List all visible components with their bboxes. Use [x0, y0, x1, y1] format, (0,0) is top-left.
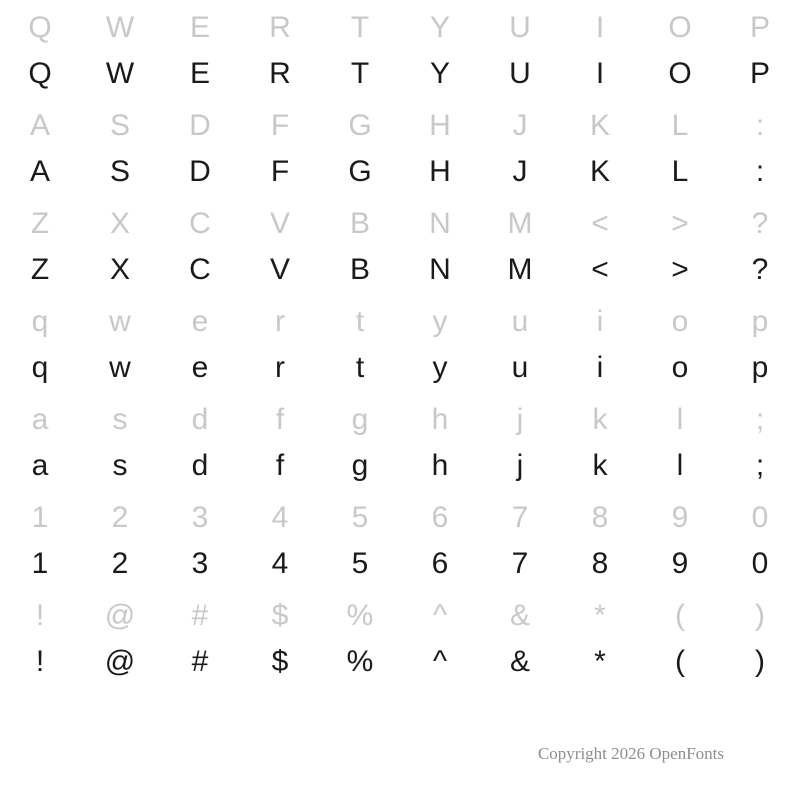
glyph-cell	[560, 300, 640, 398]
glyph-reference: R	[269, 11, 291, 44]
glyph-cell	[240, 496, 320, 594]
glyph-reference: 5	[351, 501, 369, 534]
glyph-reference: *	[594, 599, 606, 632]
glyph-sample: T	[350, 57, 370, 90]
glyph-cell	[320, 104, 400, 202]
glyph-reference: d	[191, 403, 209, 436]
glyph-cell	[480, 202, 560, 300]
glyph-sample: J	[512, 155, 528, 188]
glyph-sample: 7	[511, 547, 529, 580]
glyph-reference: U	[509, 11, 531, 44]
row-asdfghjkl-upper	[0, 104, 800, 202]
glyph-reference: E	[189, 11, 210, 44]
glyph-reference: 4	[271, 501, 289, 534]
glyph-reference: g	[351, 403, 369, 436]
glyph-sample: @	[104, 645, 136, 678]
glyph-reference: >	[671, 207, 689, 240]
glyph-reference: l	[676, 403, 684, 436]
glyph-reference: 3	[191, 501, 209, 534]
glyph-reference: 6	[431, 501, 449, 534]
glyph-reference: $	[271, 599, 289, 632]
glyph-cell	[480, 300, 560, 398]
glyph-sample: K	[589, 155, 610, 188]
glyph-cell	[640, 6, 720, 104]
glyph-sample: t	[355, 351, 365, 384]
copyright-notice: Copyright 2026 OpenFonts	[537, 744, 724, 763]
glyph-cell	[400, 300, 480, 398]
glyph-reference: p	[751, 305, 769, 338]
glyph-cell	[160, 104, 240, 202]
glyph-sample: #	[191, 645, 209, 678]
glyph-reference: ^	[432, 599, 448, 632]
glyph-sample: D	[189, 155, 211, 188]
glyph-sample: j	[516, 449, 524, 482]
glyph-sample: h	[431, 449, 449, 482]
glyph-sample: 5	[351, 547, 369, 580]
glyph-cell	[560, 6, 640, 104]
glyph-cell	[480, 594, 560, 692]
glyph-sample: s	[112, 449, 128, 482]
glyph-sample: 1	[31, 547, 49, 580]
glyph-cell	[400, 202, 480, 300]
glyph-reference: W	[105, 11, 135, 44]
glyph-sample: l	[676, 449, 684, 482]
glyph-sample: d	[191, 449, 209, 482]
glyph-reference: A	[29, 109, 50, 142]
glyph-cell	[240, 104, 320, 202]
glyph-cell	[160, 594, 240, 692]
glyph-sample: w	[109, 351, 131, 384]
glyph-reference: ;	[755, 403, 765, 436]
glyph-sample: Z	[30, 253, 50, 286]
glyph-sample: H	[429, 155, 451, 188]
glyph-sample: S	[109, 155, 130, 188]
glyph-reference: J	[512, 109, 528, 142]
glyph-reference: O	[668, 11, 692, 44]
glyph-cell	[720, 202, 800, 300]
glyph-cell	[480, 104, 560, 202]
glyph-reference: t	[355, 305, 365, 338]
glyph-sample: C	[189, 253, 211, 286]
glyph-cell	[640, 104, 720, 202]
glyph-sample: &	[509, 645, 530, 678]
glyph-cell	[720, 104, 800, 202]
glyph-reference: 7	[511, 501, 529, 534]
glyph-sample: i	[596, 351, 604, 384]
glyph-reference: y	[432, 305, 448, 338]
glyph-sample: g	[351, 449, 369, 482]
glyph-sample: u	[511, 351, 529, 384]
glyph-cell	[0, 398, 80, 496]
glyph-reference: (	[675, 599, 685, 632]
row-qwertyuiop-upper	[0, 6, 800, 104]
glyph-reference: Y	[429, 11, 450, 44]
glyph-cell	[80, 104, 160, 202]
glyph-cell	[0, 104, 80, 202]
glyph-reference: F	[270, 109, 290, 142]
glyph-sample: *	[594, 645, 606, 678]
glyph-cell	[560, 202, 640, 300]
glyph-sample: <	[591, 253, 609, 286]
glyph-cell	[240, 300, 320, 398]
glyph-cell	[560, 594, 640, 692]
glyph-cell	[320, 594, 400, 692]
glyph-cell	[160, 6, 240, 104]
glyph-reference: j	[516, 403, 524, 436]
glyph-sample: ?	[751, 253, 769, 286]
glyph-cell	[400, 496, 480, 594]
glyph-sample: N	[429, 253, 451, 286]
glyph-sample: e	[191, 351, 209, 384]
row-digits	[0, 496, 800, 594]
glyph-sample: O	[668, 57, 692, 90]
glyph-reference: 8	[591, 501, 609, 534]
glyph-sample: Y	[429, 57, 450, 90]
glyph-cell	[240, 594, 320, 692]
glyph-sample: V	[269, 253, 290, 286]
glyph-sample: F	[270, 155, 290, 188]
glyph-sample: E	[189, 57, 210, 90]
glyph-sample: 4	[271, 547, 289, 580]
glyph-reference: &	[509, 599, 530, 632]
glyph-sample: k	[592, 449, 608, 482]
glyph-cell	[480, 496, 560, 594]
glyph-cell	[720, 594, 800, 692]
glyph-sample: 2	[111, 547, 129, 580]
glyph-sample: a	[31, 449, 49, 482]
glyph-sample: W	[105, 57, 135, 90]
glyph-reference: s	[112, 403, 128, 436]
glyph-cell	[640, 594, 720, 692]
glyph-cell	[0, 594, 80, 692]
glyph-reference: S	[109, 109, 130, 142]
glyph-reference: a	[31, 403, 49, 436]
glyph-sample: %	[346, 645, 374, 678]
glyph-reference: N	[429, 207, 451, 240]
glyph-reference: <	[591, 207, 609, 240]
glyph-cell	[160, 496, 240, 594]
glyph-sample: :	[755, 155, 765, 188]
glyph-sample: Q	[28, 57, 52, 90]
glyph-cell	[80, 496, 160, 594]
glyph-cell	[480, 6, 560, 104]
glyph-cell	[80, 202, 160, 300]
glyph-sample: r	[275, 351, 285, 384]
glyph-reference: Z	[30, 207, 50, 240]
row-qwertyuiop-lower	[0, 300, 800, 398]
glyph-sample: )	[755, 645, 765, 678]
glyph-cell	[720, 496, 800, 594]
glyph-cell	[400, 6, 480, 104]
glyph-sample: U	[509, 57, 531, 90]
glyph-cell	[320, 398, 400, 496]
glyph-cell	[80, 398, 160, 496]
glyph-reference: f	[275, 403, 285, 436]
glyph-reference: 2	[111, 501, 129, 534]
glyph-cell	[560, 104, 640, 202]
glyph-cell	[640, 496, 720, 594]
glyph-sample: ;	[755, 449, 765, 482]
glyph-reference: K	[589, 109, 610, 142]
row-zxcvbnm-upper	[0, 202, 800, 300]
glyph-sample: 9	[671, 547, 689, 580]
glyph-sample: R	[269, 57, 291, 90]
glyph-cell	[560, 496, 640, 594]
glyph-sample: f	[275, 449, 285, 482]
glyph-cell	[560, 398, 640, 496]
glyph-cell	[640, 398, 720, 496]
glyph-cell	[400, 398, 480, 496]
glyph-reference: B	[349, 207, 370, 240]
glyph-sample: q	[31, 351, 49, 384]
glyph-cell	[240, 398, 320, 496]
glyph-sample: $	[271, 645, 289, 678]
glyph-cell	[80, 300, 160, 398]
glyph-reference: h	[431, 403, 449, 436]
glyph-sample: !	[35, 645, 45, 678]
glyph-sample: ^	[432, 645, 448, 678]
glyph-cell	[160, 398, 240, 496]
glyph-cell	[320, 6, 400, 104]
glyph-reference: H	[429, 109, 451, 142]
glyph-reference: )	[755, 599, 765, 632]
glyph-sample: X	[109, 253, 130, 286]
glyph-reference: D	[189, 109, 211, 142]
glyph-sample: A	[29, 155, 50, 188]
glyph-reference: u	[511, 305, 529, 338]
glyph-cell	[480, 398, 560, 496]
row-symbols	[0, 594, 800, 692]
glyph-reference: k	[592, 403, 608, 436]
glyph-cell	[80, 6, 160, 104]
row-asdfghjkl-lower	[0, 398, 800, 496]
glyph-sample: 8	[591, 547, 609, 580]
glyph-cell	[320, 300, 400, 398]
glyph-cell	[720, 398, 800, 496]
glyph-cell	[400, 104, 480, 202]
glyph-reference: L	[671, 109, 689, 142]
glyph-cell	[0, 496, 80, 594]
glyph-cell	[320, 202, 400, 300]
glyph-sample: I	[595, 57, 605, 90]
glyph-cell	[0, 6, 80, 104]
glyph-reference: 1	[31, 501, 49, 534]
glyph-reference: V	[269, 207, 290, 240]
glyph-reference: T	[350, 11, 370, 44]
glyph-reference: M	[507, 207, 533, 240]
glyph-cell	[0, 202, 80, 300]
glyph-reference: w	[109, 305, 131, 338]
glyph-cell	[720, 300, 800, 398]
glyph-reference: 0	[751, 501, 769, 534]
glyph-reference: !	[35, 599, 45, 632]
glyph-reference: #	[191, 599, 209, 632]
glyph-sample: 0	[751, 547, 769, 580]
glyph-sample: 6	[431, 547, 449, 580]
glyph-cell	[160, 202, 240, 300]
glyph-reference: C	[189, 207, 211, 240]
glyph-reference: @	[104, 599, 136, 632]
glyph-sample: 3	[191, 547, 209, 580]
glyph-cell	[640, 202, 720, 300]
glyph-cell	[640, 300, 720, 398]
glyph-reference: q	[31, 305, 49, 338]
glyph-reference: P	[749, 11, 770, 44]
glyph-sample: B	[349, 253, 370, 286]
glyph-sample: >	[671, 253, 689, 286]
glyph-reference: i	[596, 305, 604, 338]
glyph-reference: Q	[28, 11, 52, 44]
glyph-cell	[160, 300, 240, 398]
glyph-reference: ?	[751, 207, 769, 240]
glyph-reference: o	[671, 305, 689, 338]
glyph-sample: (	[675, 645, 685, 678]
glyph-sample: G	[348, 155, 372, 188]
glyph-cell	[80, 594, 160, 692]
glyph-reference: %	[346, 599, 374, 632]
glyph-cell	[720, 6, 800, 104]
glyph-sample: L	[671, 155, 689, 188]
glyph-cell	[0, 300, 80, 398]
glyph-reference: e	[191, 305, 209, 338]
glyph-cell	[240, 6, 320, 104]
glyph-reference: r	[275, 305, 285, 338]
glyph-sample: p	[751, 351, 769, 384]
glyph-sample: P	[749, 57, 770, 90]
glyph-reference: :	[755, 109, 765, 142]
glyph-reference: X	[109, 207, 130, 240]
glyph-sample: M	[507, 253, 533, 286]
glyph-cell	[320, 496, 400, 594]
glyph-sample: o	[671, 351, 689, 384]
glyph-reference: 9	[671, 501, 689, 534]
glyph-cell	[240, 202, 320, 300]
glyph-reference: G	[348, 109, 372, 142]
glyph-cell	[400, 594, 480, 692]
glyph-sample: y	[432, 351, 448, 384]
glyph-reference: I	[595, 11, 605, 44]
